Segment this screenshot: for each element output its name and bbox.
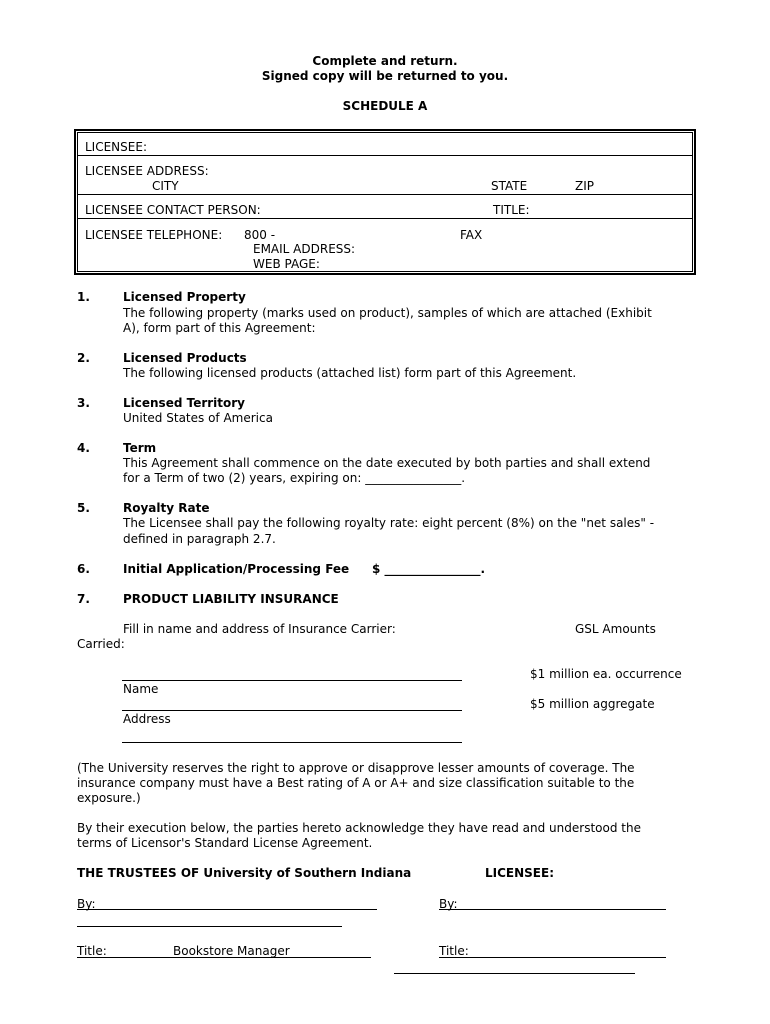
section-text: A), form part of this Agreement: xyxy=(123,321,316,335)
section-number: 3. xyxy=(77,396,90,410)
licensee-heading: LICENSEE: xyxy=(485,866,554,880)
aggregate-amount: $5 million aggregate xyxy=(530,697,655,711)
by-label-left: By: xyxy=(77,897,96,911)
section-title: Term xyxy=(123,441,157,455)
header-line-2: Signed copy will be returned to you. xyxy=(261,69,509,83)
insurance-address-line[interactable] xyxy=(122,742,462,743)
section-text: defined in paragraph 2.7. xyxy=(123,532,276,546)
acknowledgement-text: By their execution below, the parties hereto acknowledge they have read and understood the xyxy=(77,821,641,835)
fax-label: FAX xyxy=(460,228,483,242)
note-text: (The University reserves the right to approve or disapprove lesser amounts of coverage. The xyxy=(77,761,635,775)
signature-line-left[interactable] xyxy=(77,909,377,910)
carried-label: Carried: xyxy=(77,637,125,651)
licensee-box-inner xyxy=(77,132,693,272)
title-label: TITLE: xyxy=(493,203,530,217)
insurance-name-line[interactable] xyxy=(122,710,462,711)
signature-line-right[interactable] xyxy=(439,909,666,910)
section-number: 2. xyxy=(77,351,90,365)
section-text: The following licensed products (attached list) form part of this Agreement. xyxy=(123,366,577,380)
insurance-carrier-line[interactable] xyxy=(122,680,462,681)
gsl-amounts-label: GSL Amounts xyxy=(575,622,656,636)
state-label: STATE xyxy=(491,179,528,193)
acknowledgement-text: terms of Licensor's Standard License Agreement. xyxy=(77,836,373,850)
title-label-right: Title: xyxy=(439,944,469,958)
licensee-address-label: LICENSEE ADDRESS: xyxy=(85,164,209,178)
section-number: 4. xyxy=(77,441,90,455)
signature-extra-line-left[interactable] xyxy=(77,926,342,927)
date-line-right[interactable] xyxy=(394,973,635,974)
insurance-instruction: Fill in name and address of Insurance Carrier: xyxy=(123,622,396,636)
title-value-left: Bookstore Manager xyxy=(173,944,290,958)
section-title: Licensed Property xyxy=(123,290,246,304)
email-label: EMAIL ADDRESS: xyxy=(253,242,356,256)
name-label: Name xyxy=(123,682,159,696)
box-divider xyxy=(77,194,693,195)
section-number: 1. xyxy=(77,290,90,304)
note-text: exposure.) xyxy=(77,791,141,805)
box-divider xyxy=(77,155,693,156)
note-text: insurance company must have a Best rating of A or A+ and size classification suitable to the xyxy=(77,776,635,790)
title-line-left[interactable] xyxy=(77,957,371,958)
web-page-label: WEB PAGE: xyxy=(253,257,320,271)
section-title: PRODUCT LIABILITY INSURANCE xyxy=(123,592,339,606)
city-label: CITY xyxy=(152,179,179,193)
section-text: The following property (marks used on product), samples of which are attached (Exhibit xyxy=(123,306,652,320)
phone-prefix: 800 - xyxy=(244,228,276,242)
by-label-right: By: xyxy=(439,897,458,911)
header-line-1: Complete and return. xyxy=(312,54,458,68)
trustees-heading: THE TRUSTEES OF University of Southern Indiana xyxy=(77,866,412,880)
section-number: 7. xyxy=(77,592,90,606)
title-line-right[interactable] xyxy=(439,957,666,958)
section-text: This Agreement shall commence on the date executed by both parties and shall extend xyxy=(123,456,651,470)
occurrence-amount: $1 million ea. occurrence xyxy=(530,667,682,681)
licensee-label: LICENSEE: xyxy=(85,140,147,154)
section-number: 6. xyxy=(77,562,90,576)
address-label: Address xyxy=(123,712,171,726)
section-title: Licensed Products xyxy=(123,351,247,365)
contact-person-label: LICENSEE CONTACT PERSON: xyxy=(85,203,261,217)
schedule-title: SCHEDULE A xyxy=(342,99,428,113)
section-title: Royalty Rate xyxy=(123,501,210,515)
fee-blank[interactable]: $ ________________. xyxy=(372,562,486,576)
section-title: Initial Application/Processing Fee xyxy=(123,562,350,576)
section-number: 5. xyxy=(77,501,90,515)
section-text: The Licensee shall pay the following royalty rate: eight percent (8%) on the "net sales" - xyxy=(123,516,655,530)
title-label-left: Title: xyxy=(77,944,107,958)
section-text: United States of America xyxy=(123,411,273,425)
zip-label: ZIP xyxy=(575,179,594,193)
telephone-label: LICENSEE TELEPHONE: xyxy=(85,228,223,242)
box-divider xyxy=(77,218,693,219)
section-text: for a Term of two (2) years, expiring on: ________________. xyxy=(123,471,466,485)
section-title: Licensed Territory xyxy=(123,396,246,410)
